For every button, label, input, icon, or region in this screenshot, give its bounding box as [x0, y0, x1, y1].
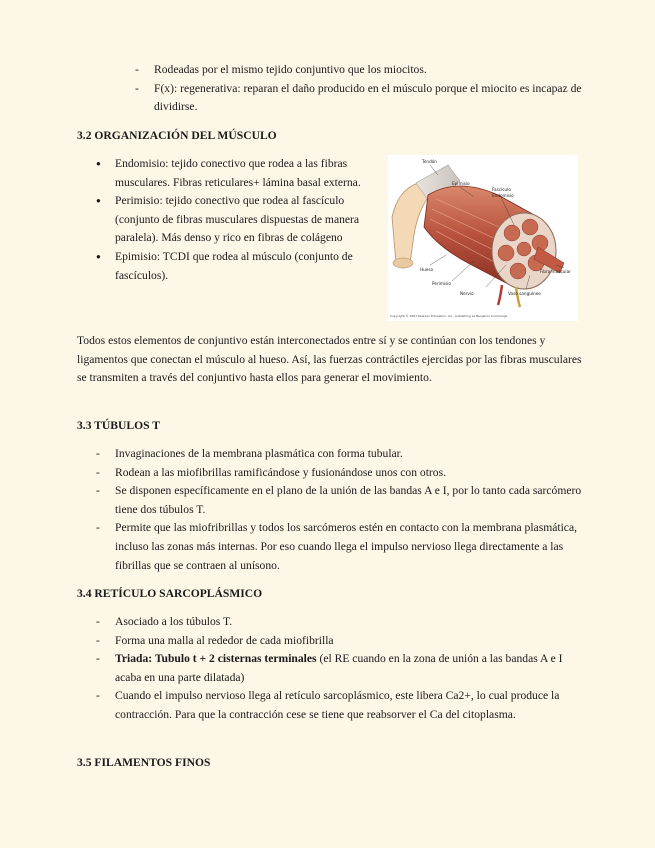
muscle-structure-figure — [388, 155, 578, 321]
triada-bold-text: Triada: Tubulo t + 2 cisternas terminales — [115, 652, 317, 666]
label-muscle-fiber: Fibra muscular — [540, 269, 571, 274]
label-tendon: Tendón — [422, 159, 437, 164]
label-blood-vessel: Vaso sanguíneo — [508, 291, 541, 296]
label-fascicle-top: Fascículo — [492, 187, 511, 192]
organization-paragraph: Todos estos elementos de conjuntivo están interconectados entre sí y se continúan con los tendones y ligamentos que conectan el músculo al hueso. Así, las fuerzas contráctiles ejercidas por las fibras musculares se transmiten a través del conjuntivo hasta ellos para generar el movimiento. — [77, 334, 582, 385]
muscle-illustration — [388, 155, 578, 321]
top-dash-list — [135, 61, 585, 117]
list-item: - F(x): regenerativa: reparan el daño producido en el músculo porque el miocito es incapaz de dividirse. — [135, 80, 585, 117]
list-item: - Permite que las miofribrillas y todos los sarcómeros estén en contacto con la membrana plasmática, incluso las zonas más internas. Por eso cuando llega el impulso nervioso llega directamente a las fibrillas que se contraen al unísono. — [96, 519, 582, 575]
list-item: - Cuando el impulso nervioso llega al retículo sarcoplásmico, este libera Ca2+, lo cual produce la contracción. Para que la contracción cese se tiene que reabsorver el Ca del citoplasma. — [96, 687, 582, 724]
list-item: - Invaginaciones de la membrana plasmática con forma tubular. — [96, 445, 582, 464]
label-perimysium: Perimisio — [432, 281, 451, 286]
list-item: ● Epimisio: TCDI que rodea al músculo (conjunto de fascículos). — [96, 248, 380, 285]
organization-bullet-list — [96, 155, 380, 285]
list-item: - Forma una malla al rededor de cada miofibrilla — [96, 632, 582, 651]
label-nerve: Nervio — [460, 291, 474, 296]
label-epimysium: Epimisio — [452, 181, 470, 186]
tubulos-t-list — [96, 445, 582, 575]
list-item: - Triada: Tubulo t + 2 cisternas terminales (el RE cuando en la zona de unión a las bandas A e I acaba en una parte dilatada) — [96, 650, 582, 687]
section-heading-3-4: 3.4 RETÍCULO SARCOPLÁSMICO — [77, 587, 263, 600]
list-item: - Se disponen específicamente en el plano de la unión de las bandas A e I, por lo tanto cada sarcómero tiene dos túbulos T. — [96, 482, 582, 519]
list-item: ● Endomisio: tejido conectivo que rodea a las fibras musculares. Fibras reticulares+ lámina basal externa. — [96, 155, 380, 192]
label-endomysium: Endomisio — [492, 193, 514, 198]
list-item: - Asociado a los túbulos T. — [96, 613, 582, 632]
section-heading-3-2: 3.2 ORGANIZACIÓN DEL MÚSCULO — [77, 129, 277, 142]
label-bone: Hueso — [420, 267, 434, 272]
list-item: - Rodean a las miofibrillas ramificándose y fusionándose unos con otros. — [96, 464, 582, 483]
section-heading-3-3: 3.3 TÚBULOS T — [77, 419, 161, 432]
list-item: - Rodeadas por el mismo tejido conjuntivo que los miocitos. — [135, 61, 585, 80]
reticulo-list — [96, 613, 582, 725]
section-heading-3-5: 3.5 FILAMENTOS FINOS — [77, 756, 211, 769]
figure-credit: Copyright © 2007 Pearson Education, Inc., publishing as Benjamin Cummings. — [390, 314, 509, 318]
list-item: ● Perimisio: tejido conectivo que rodea al fascículo (conjunto de fibras musculares dispuestas de manera paralela). Más denso y rico en fibras de colágeno — [96, 192, 380, 248]
